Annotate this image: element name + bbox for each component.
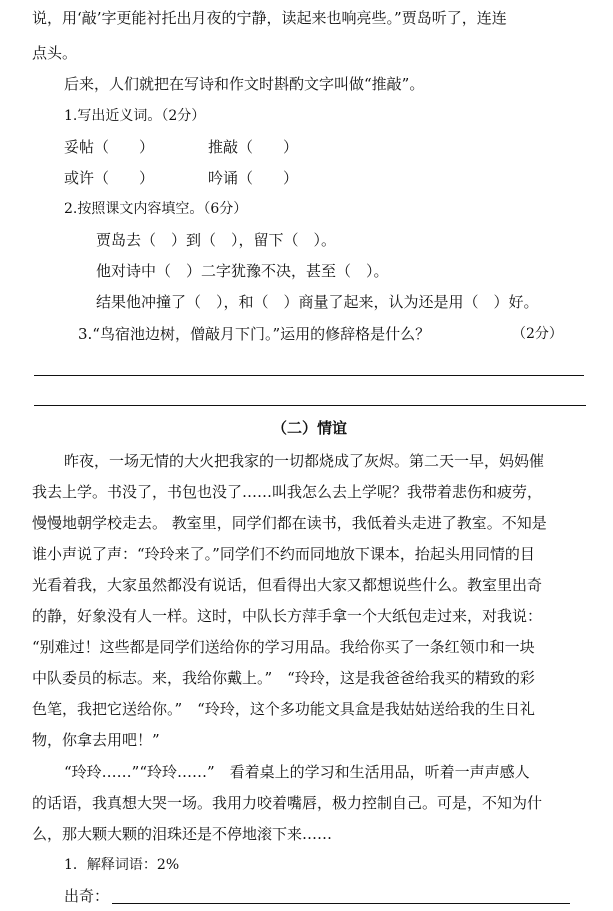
question-2-line3: 结果他冲撞了（ ），和（ ）商量了起来，认为还是用（ ）好。: [96, 293, 539, 311]
question-2-line2: 他对诗中（ ）二字犹豫不决，甚至（ ）。: [96, 262, 389, 280]
passage1-line2: 点头。: [32, 44, 78, 62]
part2-question-1-heading: 1．解释词语：2%: [64, 857, 180, 873]
question-2-line1: 贾岛去（ ）到（ ），留下（ ）。: [96, 231, 337, 249]
passage1-line3: 后来，人们就把在写诗和作文时斟酌文字叫做“推敲”。: [64, 75, 425, 93]
question-3-score: （2分）: [512, 326, 563, 342]
passage2-line4: 谁小声说了声：“玲玲来了。”同学们不约而同地放下课本，抬起头用同情的目: [32, 545, 535, 563]
answer-line-2[interactable]: [34, 405, 586, 406]
passage2-line6: 的静，好象没有人一样。这时，中队长方萍手拿一个大纸包走过来，对我说：: [32, 607, 543, 625]
passage2-line1: 昨夜，一场无情的大火把我家的一切都烧成了灰烬。第二天一早，妈妈催: [64, 452, 545, 470]
synonym-tuiqiao: 推敲（ ）: [208, 138, 299, 156]
passage2-line3: 慢慢地朝学校走去。 教室里，同学们都在读书，我低着头走进了教室。不知是: [32, 514, 547, 532]
section-title: （二）情谊: [272, 419, 348, 437]
passage2-line9: 色笔，我把它送给你。” “玲玲，这个多功能文具盒是我姑姑送给我的生日礼: [32, 700, 535, 718]
question-3-text: 3.“鸟宿池边树，僧敲月下门。”运用的修辞格是什么？: [78, 325, 431, 343]
passage2-line2: 我去上学。书没了，书包也没了……叫我怎么去上学呢？我带着悲伤和疲劳，: [32, 483, 543, 501]
synonym-tuotie: 妥帖（ ）: [64, 138, 155, 156]
passage2-line13: 么，那大颗大颗的泪珠还是不停地滚下来……: [32, 825, 333, 843]
synonym-yinsong: 吟诵（ ）: [208, 169, 299, 187]
definition-chuqi-answer-line[interactable]: [112, 903, 570, 904]
passage2-line7: “别难过！这些都是同学们送给你的学习用品。我给你买了一条红领巾和一块: [32, 638, 535, 656]
passage2-line5: 光看着我，大家虽然都没有说话，但看得出大家又都想说些什么。教室里出奇: [32, 576, 543, 594]
passage2-line12: 的话语，我真想大哭一场。我用力咬着嘴唇，极力控制自己。可是，不知为什: [32, 794, 543, 812]
passage2-line11: “玲玲……”“玲玲……” 看着桌上的学习和生活用品，听着一声声感人: [64, 763, 530, 781]
passage2-line10: 物，你拿去用吧！”: [32, 731, 160, 749]
question-2-heading: 2.按照课文内容填空。（6分）: [64, 201, 248, 217]
passage2-line8: 中队委员的标志。来，我给你戴上。” “玲玲，这是我爸爸给我买的精致的彩: [32, 669, 535, 687]
definition-chuqi-label: 出奇：: [64, 887, 110, 905]
answer-line-1[interactable]: [34, 375, 584, 376]
passage1-line1: 说，用‘敲’字更能衬托出月夜的宁静，读起来也响亮些。”贾岛听了，连连: [32, 9, 507, 27]
question-1-heading: 1.写出近义词。（2分）: [64, 108, 206, 124]
synonym-huoxu: 或许（ ）: [64, 169, 155, 187]
